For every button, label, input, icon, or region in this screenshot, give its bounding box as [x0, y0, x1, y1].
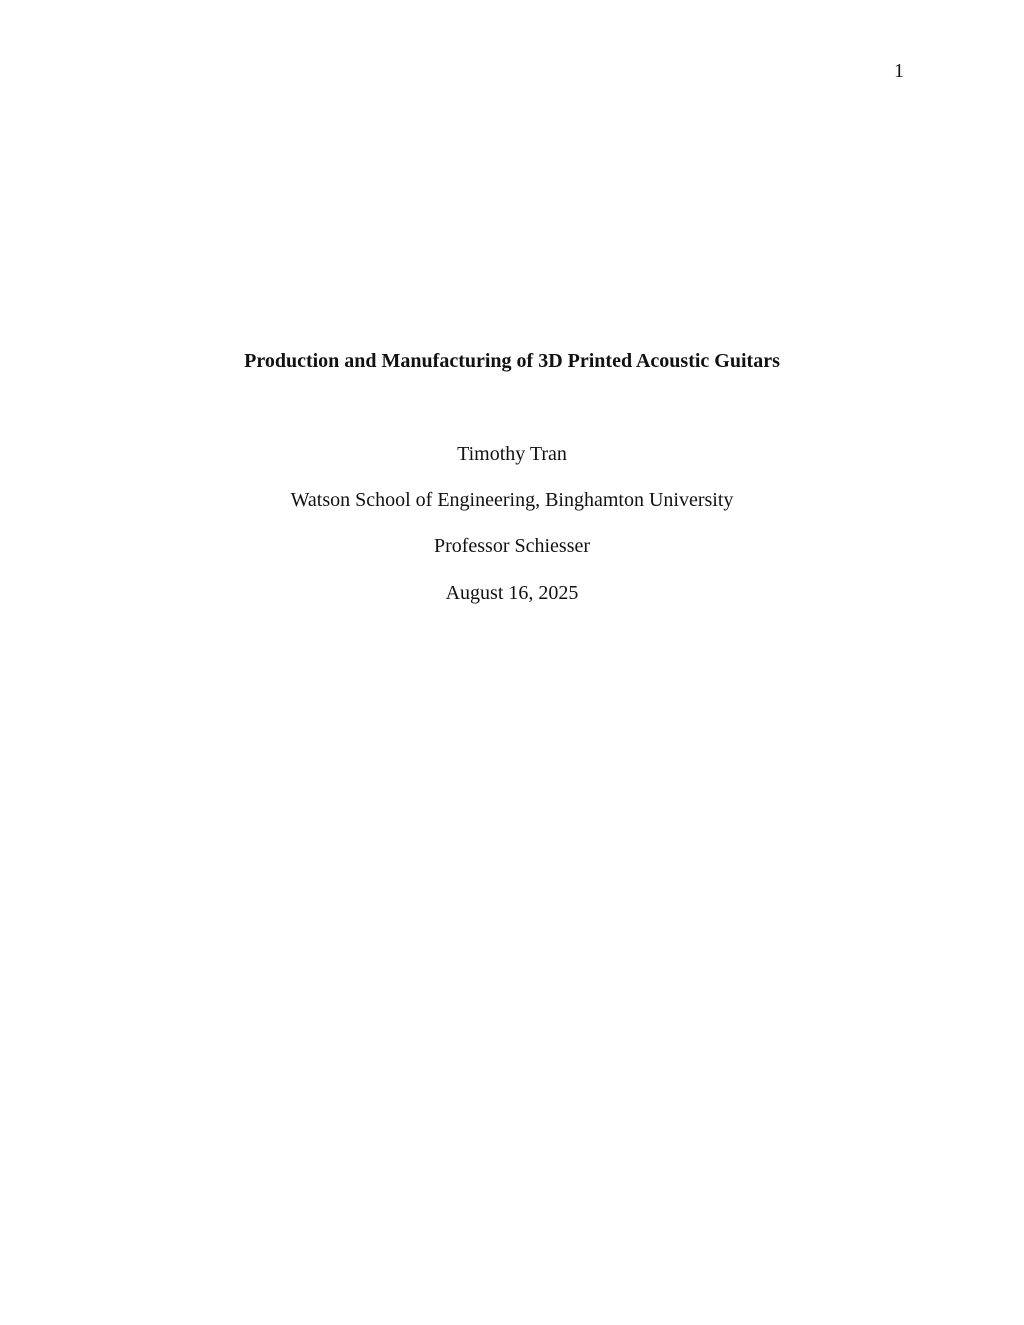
- submission-date: August 16, 2025: [445, 582, 579, 604]
- page-number: 1: [894, 60, 904, 82]
- paper-title: Production and Manufacturing of 3D Printed Acoustic Guitars: [244, 350, 780, 372]
- author-affiliation: Watson School of Engineering, Binghamton University: [290, 489, 734, 511]
- instructor-name: Professor Schiesser: [433, 535, 591, 557]
- author-name: Timothy Tran: [457, 443, 567, 465]
